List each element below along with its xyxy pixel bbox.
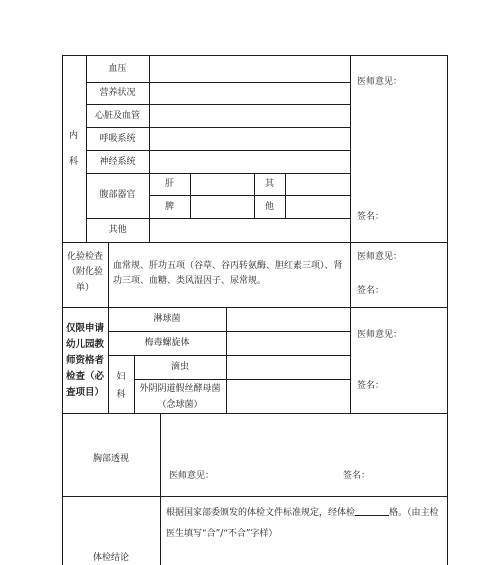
row-divider [86, 127, 350, 128]
opinion-divider [350, 55, 351, 413]
field-blood-pressure: 血压 [108, 64, 127, 74]
lab-content-line-2: 功三项、血糖、类风湿因子、尿常规。 [113, 276, 267, 286]
internal-label-bottom: 科 [69, 157, 79, 167]
section-divider [62, 307, 448, 308]
kg-sign: 签名： [357, 381, 385, 391]
field-respiratory: 呼吸系统 [99, 134, 136, 144]
kg-item-divider [226, 307, 227, 413]
lab-content-line-1: 血常规、肝功五项（谷草、谷丙转氨酶、胆红素三项）、肾 [113, 261, 343, 271]
chest-label-divider [160, 413, 161, 565]
conclusion-text-line2: 医生填写“合”/“不合”字样） [166, 529, 278, 539]
internal-label-top: 内 [69, 131, 79, 141]
table-border-left [62, 55, 63, 565]
kg-label-2: 幼儿园教 [65, 339, 104, 350]
row-divider [86, 218, 350, 219]
kg-label-5: 查项目） [65, 387, 104, 398]
kg-label-3: 师资格者 [65, 355, 104, 366]
lab-opinion: 医师意见： [357, 252, 403, 262]
section-divider [62, 413, 448, 414]
field-abdomen-other-top: 其 [264, 179, 274, 189]
chest-label: 胸部透视 [92, 454, 129, 464]
kg-row-divider [108, 331, 350, 332]
lab-sign: 签名： [357, 286, 385, 296]
abdomen-col-divider [190, 173, 191, 218]
row-divider [86, 150, 350, 151]
field-spleen: 脾 [164, 202, 174, 212]
field-liver: 肝 [164, 179, 174, 189]
row-divider [86, 173, 350, 174]
gyn-label-bottom: 科 [116, 390, 126, 400]
kg-row-divider [134, 379, 350, 380]
lab-label-1: 化验检查 [66, 252, 103, 262]
field-nervous: 神经系统 [99, 157, 136, 167]
internal-sign: 签名： [357, 212, 385, 222]
row-divider [86, 104, 350, 105]
field-other: 其他 [108, 225, 127, 235]
kg-item-gonococcus: 淋球菌 [153, 314, 181, 324]
section-divider [62, 496, 448, 497]
abdomen-mid-divider [149, 195, 350, 196]
kg-label-1: 仅限申请 [65, 323, 104, 334]
internal-opinion: 医师意见： [357, 77, 403, 87]
kg-item-treponema: 梅毒螺旋体 [144, 338, 190, 348]
conclusion-label: 体检结论 [92, 553, 129, 563]
row-divider [86, 82, 350, 83]
chest-opinion: 医师意见： [169, 471, 215, 481]
section-divider [62, 242, 448, 243]
internal-label-divider [86, 55, 87, 242]
conclusion-blank[interactable] [355, 505, 389, 516]
chest-sign: 签名： [343, 471, 371, 481]
conclusion-text [166, 503, 444, 545]
kg-opinion: 医师意见： [357, 330, 403, 340]
conclusion-text-after: 格。（由主检 [389, 508, 439, 518]
abdomen-col-divider [285, 173, 286, 218]
kg-row-divider [108, 355, 350, 356]
field-abdomen: 腹部器官 [99, 190, 136, 200]
table-border-top [62, 55, 448, 56]
gyn-label-top: 妇 [116, 372, 126, 382]
gyn-item-trichomonas: 滴虫 [170, 362, 189, 372]
lab-label-2: （附化验 [66, 267, 103, 277]
gyn-item-candida-alt: （念球菌） [157, 400, 203, 410]
lab-label-3: 单） [75, 283, 94, 293]
lab-label-divider [108, 242, 109, 307]
field-abdomen-other-bottom: 他 [264, 202, 274, 212]
table-border-right [447, 55, 448, 565]
field-heart-vessels: 心脏及血管 [94, 111, 140, 121]
field-nutrition: 营养状况 [99, 88, 136, 98]
kg-label-4: 检查（必 [65, 371, 104, 382]
conclusion-text-before: 根据国家部委颁发的体检文件标准规定，经体检 [166, 508, 356, 518]
gyn-item-candida: 外阴阴道假丝酵母菌 [139, 384, 221, 394]
